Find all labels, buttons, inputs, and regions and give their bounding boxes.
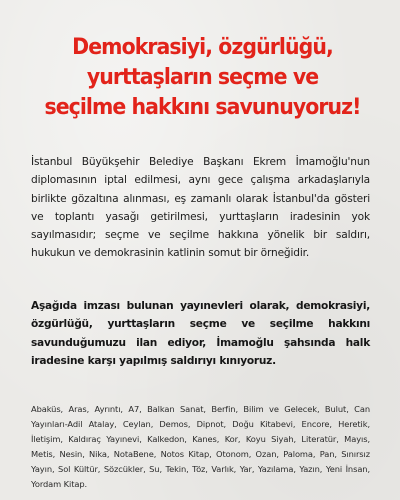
publishers-list: Abaküs, Aras, Ayrıntı, A7, Balkan Sanat, Berfin, Bilim ve Gelecek, Bulut, Can Yayınları-Adil Atalay, Ceylan, Demos, Dipnot, Doğu Kitabevi, Encore, Heretik, İletişim, Kaldıraç Yayınevi, Kalkedon, Kanes, Kor, Koyu Siyah, Literatür, Mayıs, Metis, Nesin, Nika, NotaBene, Notos Kitap, Otonom, Ozan, Paloma, Pan, Sınırsız Yayın, Sol Kültür, Sözcükler, Su, Tekin, Töz, Varlık, Yar, Yazılama, Yazın, Yeni İnsan, Yordam Kitap. — [31, 404, 370, 489]
headline — [42, 33, 363, 123]
headline-line-2: yurttaşların seçme ve — [86, 65, 319, 90]
headline-line-1: Demokrasiyi, özgürlüğü, — [72, 35, 333, 60]
body-paragraph: İstanbul Büyükşehir Belediye Başkanı Ekrem İmamoğlu'nun diplomasının iptal edilmesi, aynı gece çalışma arkadaşlarıyla birlikte gözaltına alınması, eş zamanlı olarak İstanbul'da gösteri ve toplantı yasağı getirilmesi, yurttaşların iradesinin yok sayılmasıdır; seçme ve seçilme hakkına yönelik bir saldırı, hukukun ve demokrasinin katlinin somut bir örneğidir. — [31, 156, 370, 260]
statement-paragraph: Aşağıda imzası bulunan yayınevleri olarak, demokrasiyi, özgürlüğü, yurttaşların seçme ve seçilme hakkını savunduğumuzu ilan ediyor, İmamoğlu şahsında halk iradesine karşı yapılmış saldırıyı kınıyoruz. — [31, 300, 370, 367]
headline-line-3: seçilme hakkını savunuyoruz! — [44, 95, 361, 120]
